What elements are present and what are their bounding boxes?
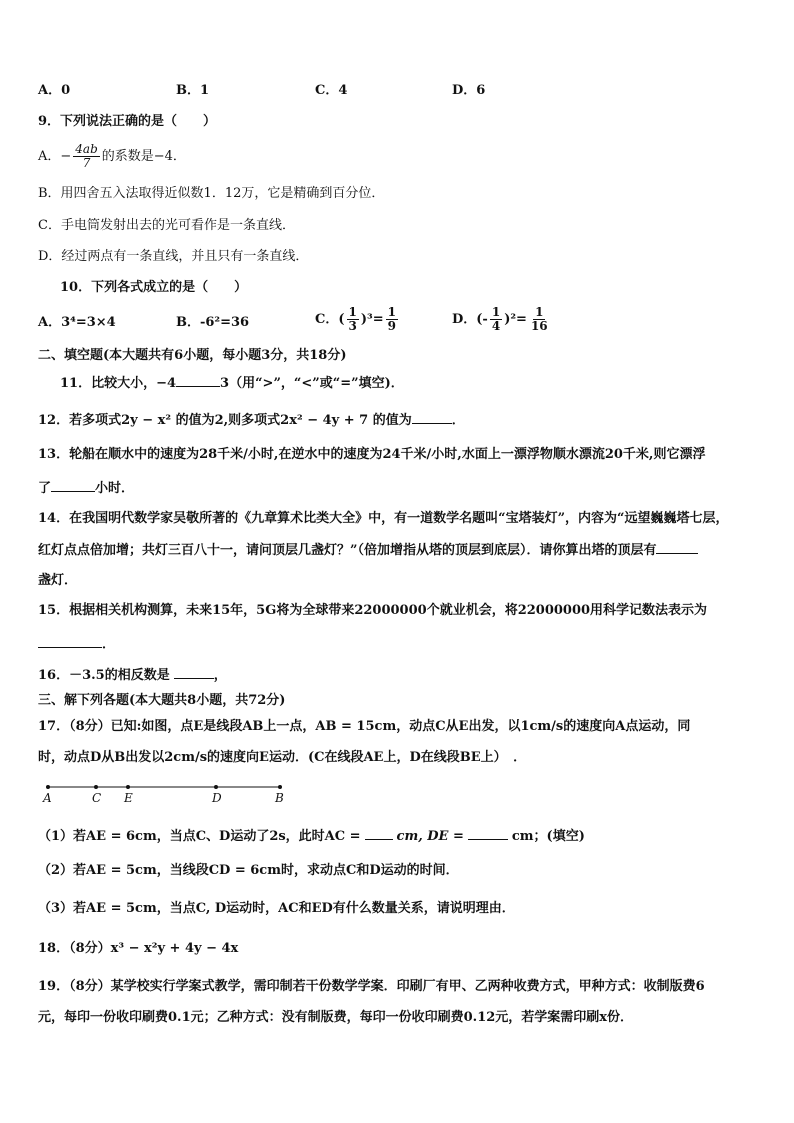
q15-line-1: 15．根据相关机构测算，未来15年，5G将为全球带来22000000个就业机会，将22000000用科学记数法表示为: [38, 603, 708, 618]
point-a-dot: [46, 785, 50, 789]
q12-pre: 12．若多项式2y − x² 的值为2,则多项式2x² − 4y + 7 的值为: [38, 413, 412, 428]
q13-pre: 了: [38, 481, 52, 496]
q17-part-3: （3）若AE = 5cm，当点C, D运动时，AC和ED有什么数量关系，请说明理由．: [38, 901, 515, 916]
point-d-dot: [214, 785, 218, 789]
q9-a-fraction: [73, 143, 99, 170]
label-e: E: [124, 791, 133, 805]
q14-line-3: 盏灯．: [38, 573, 78, 588]
q10-d-rden: 16: [530, 319, 548, 333]
q10-c-result: [386, 306, 398, 333]
q14-line-1: 14．在我国明代数学家吴敬所著的《九章算术比类大全》中，有一道数学名题叫“宝塔装灯”，内容为“远望巍巍塔七层，: [38, 511, 729, 526]
q8-option-c: C．4: [315, 83, 348, 98]
segment-diagram: [38, 776, 298, 806]
section-3-heading: 三、解下列各题(本大题共8小题，共72分): [38, 693, 286, 708]
q10-option-a: A．3⁴=3×4: [38, 315, 116, 330]
q10-c-num: 1: [348, 305, 357, 319]
q9-stem: 9．下列说法正确的是（ ）: [38, 114, 217, 129]
q14-blank[interactable]: [656, 540, 698, 554]
q13-line-2: [38, 478, 134, 498]
q17-p1-mid: cm, DE =: [396, 829, 464, 844]
q10-c-fraction: [347, 306, 359, 333]
q10-c-den: 3: [348, 319, 357, 333]
q10-stem: 10．下列各式成立的是（ ）: [60, 280, 248, 295]
q14-l2-text: 红灯点点倍加增；共灯三百八十一，请问顶层几盏灯？”（倍加增指从塔的顶层到底层）．请你算出塔的顶层有: [38, 543, 657, 558]
q13-line-1: 13．轮船在顺水中的速度为28千米/小时,在逆水中的速度为24千米/小时,水面上一漂浮物顺水漂流20千米,则它漂浮: [38, 447, 706, 462]
q12-post: ．: [451, 413, 465, 428]
q15-post: ．: [102, 637, 116, 652]
q10-d-mid: )²=: [504, 312, 527, 327]
q15-line-2: [38, 634, 115, 654]
q13-post: 小时．: [95, 481, 135, 496]
q11: [60, 373, 404, 393]
q8-option-b: B．1: [176, 83, 210, 98]
label-a: A: [43, 791, 52, 805]
label-b: B: [275, 791, 284, 805]
q16-blank[interactable]: [174, 665, 214, 679]
point-b-dot: [278, 785, 282, 789]
q12: [38, 410, 465, 430]
q9-option-c: C．手电筒发射出去的光可看作是一条直线．: [38, 218, 295, 233]
q9-option-d: D．经过两点有一条直线，并且只有一条直线．: [38, 249, 309, 264]
q11-post: 3（用“>”，“<”或“=”填空)．: [220, 376, 404, 391]
q11-blank[interactable]: [176, 373, 220, 387]
point-c-dot: [94, 785, 98, 789]
q16-post: ，: [213, 668, 227, 683]
label-c: C: [92, 791, 102, 805]
q17-part-1: [38, 826, 585, 846]
q15-blank[interactable]: [38, 634, 102, 648]
q12-blank[interactable]: [412, 410, 452, 424]
q10-option-d: [452, 306, 552, 333]
q16-pre: 16．－3.5的相反数是: [38, 668, 170, 683]
q16: [38, 665, 227, 685]
q9-a-num: 4ab: [75, 142, 98, 156]
q10-c-rnum: 1: [387, 305, 396, 319]
q9-a-prefix: A．−: [38, 149, 72, 164]
q10-d-fraction: [490, 306, 502, 333]
q10-d-rnum: 1: [535, 305, 544, 319]
q10-option-b: B．-6²=36: [176, 315, 250, 330]
q17-line-2: 时，动点D从B出发以2cm/s的速度向E运动．(C在线段AE上，D在线段BE上） ．: [38, 750, 527, 765]
q19-line-1: 19．（8分）某学校实行学案式教学，需印制若干份数学学案．印刷厂有甲、乙两种收费方式，甲种方式：收制版费6: [38, 979, 705, 994]
q17-p1-blank-ac[interactable]: [365, 826, 393, 840]
q10-d-prefix: D．(-: [452, 312, 488, 327]
q10-d-num: 1: [491, 305, 501, 319]
q9-option-b: B．用四舍五入法取得近似数1．12万，它是精确到百分位．: [38, 186, 385, 201]
q10-c-prefix: C．(: [315, 312, 345, 327]
q17-p1-post: cm；(填空): [511, 829, 585, 844]
q17-p1-pre: （1）若AE = 6cm，当点C、D运动了2s，此时AC =: [38, 829, 361, 844]
q9-a-suffix: 的系数是−4．: [101, 149, 186, 164]
q10-option-c: [315, 306, 400, 333]
q10-c-rden: 9: [387, 319, 396, 333]
q13-blank[interactable]: [51, 478, 95, 492]
q8-option-d: D．6: [452, 83, 486, 98]
q17-part-2: （2）若AE = 5cm，当线段CD = 6cm时，求动点C和D运动的时间．: [38, 863, 459, 878]
q10-c-mid: )³=: [360, 312, 384, 327]
q19-line-2: 元，每印一份收印刷费0.1元；乙种方式：没有制版费，每印一份收印刷费0.12元，若学案需印刷x份．: [38, 1010, 634, 1025]
q10-d-den: 4: [491, 319, 501, 333]
q9-option-a: [38, 143, 186, 170]
q18: 18．（8分）x³ − x²y + 4y − 4x: [38, 941, 239, 956]
q9-a-den: 7: [82, 156, 91, 170]
section-2-heading: 二、填空题(本大题共有6小题，每小题3分，共18分): [38, 348, 347, 363]
q14-line-2: [38, 540, 698, 560]
q11-pre: 11．比较大小，−4: [60, 376, 177, 391]
point-e-dot: [126, 785, 130, 789]
q17-line-1: 17．（8分）已知:如图，点E是线段AB上一点，AB = 15cm，动点C从E出发，以1cm/s的速度向A点运动，同: [38, 719, 691, 734]
q8-option-a: A．0: [38, 83, 71, 98]
q10-d-result: [529, 306, 550, 333]
q17-p1-blank-de[interactable]: [468, 826, 508, 840]
label-d: D: [212, 791, 222, 805]
